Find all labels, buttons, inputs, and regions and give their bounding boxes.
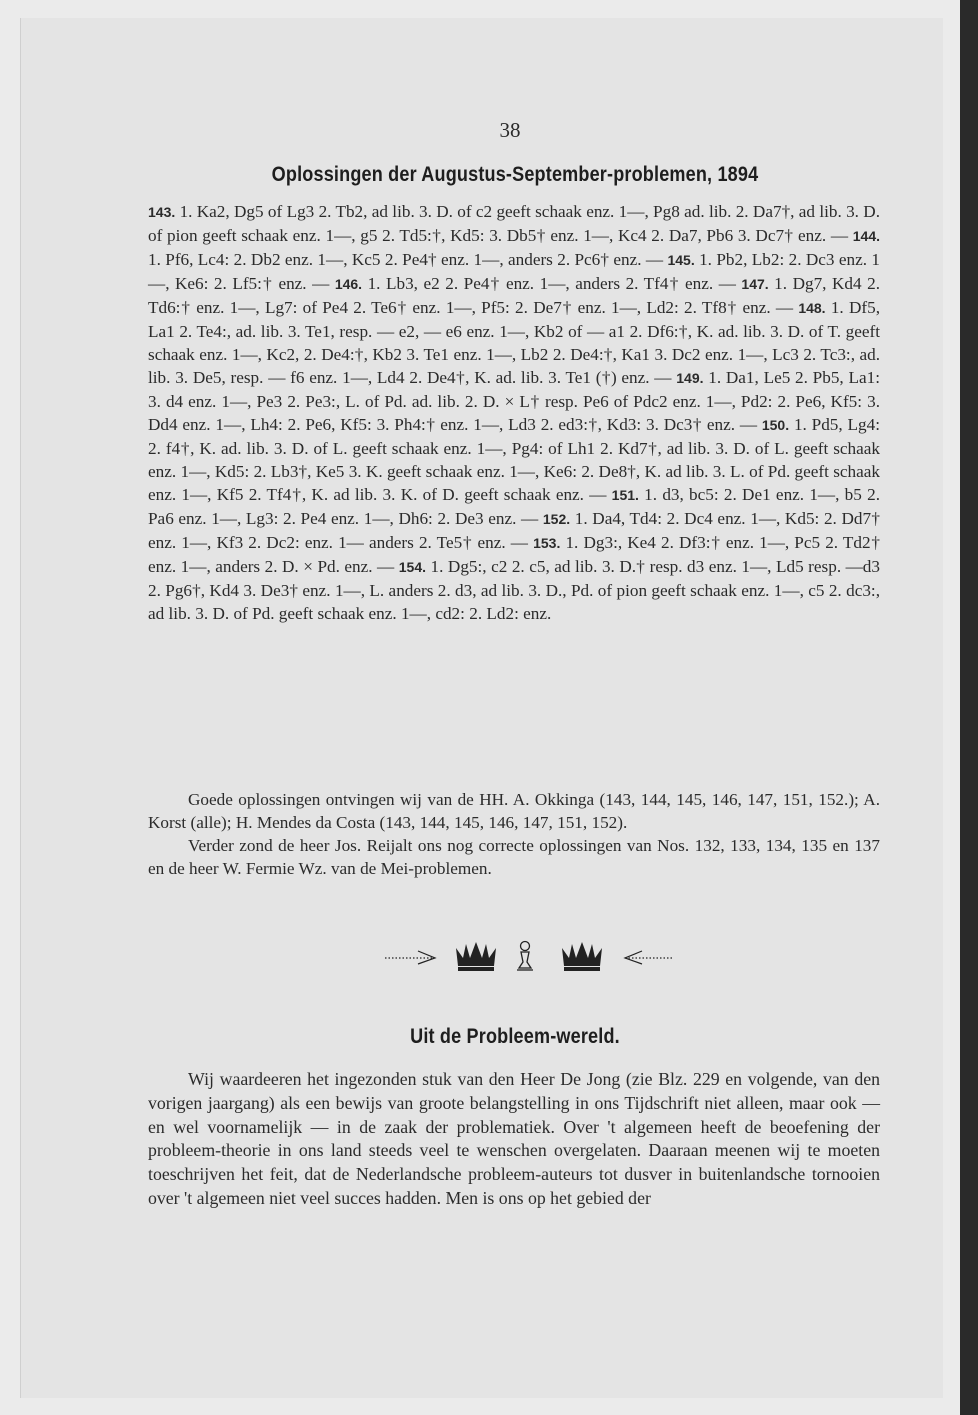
solution-text: 1. Pf6, Lc4: 2. Db2 enz. 1—, Kc5 2. Pe4† enz. 1—, anders 2. Pc6† enz. — xyxy=(148,250,668,269)
solution-number: 150. xyxy=(761,417,790,433)
solution-number: 152. xyxy=(542,511,571,527)
solution-text: 1. Pd5, Lg4: 2. f4†, K. ad. lib. 3. D. of L. geeft schaak enz. 1—, Pg4: of Lh1 2. Kd7†, ad lib. 3. D. of L. geeft schaak enz. 1—, Kd5: 2. Lb3†, Ke5 3. K. geeft schaak enz. 1—, Ke6: 2. De8†, K. ad lib. 3. L. of Pd. geeft schaak enz. 1—, Kf5 2. Tf4†, K. ad lib. 3. K. of D. geeft schaak enz. — xyxy=(148,415,880,504)
essay-text: Wij waardeeren het ingezonden stuk van den Heer De Jong (zie Blz. 229 en volgende, van den vorigen jaargang) als een bewijs van groote belangstelling in ons Tijdschrift niet alleen, maar ook — en wel voornamelijk — in de zaak der problematiek. Over 't algemeen heeft de beoefening der probleem-theorie in ons land steeds veel te wenschen overgelaten. Daaraan meenen wij te moeten toeschrijven het feit, dat de Nederlandsche probleem-auteurs tot dusver in buitenlandsche tornooien over 't algemeen niet veel succes hadden. Men is ons op het gebied der xyxy=(148,1069,880,1208)
solution-number: 146. xyxy=(334,276,363,292)
solution-text: 1. Lb3, e2 2. Pe4† enz. 1—, anders 2. Tf4† enz. — xyxy=(362,274,742,293)
page-number: 38 xyxy=(499,118,521,142)
solution-number: 144. xyxy=(852,228,880,244)
decorative-ornament xyxy=(380,936,680,976)
solution-text: 1. Dg5:, c2 2. c5, ad lib. 3. D.† resp. d3 enz. 1—, Ld5 resp. —d3 2. Pg6†, Kd4 3. De3† enz. 1—, L. anders 2. d3, ad lib. 3. D., Pd. of pion geeft schaak enz. 1—, c5 2. dc3:, ad lib. 3. D. of Pd. geeft schaak enz. 1—, cd2: 2. Ld2: enz. xyxy=(148,557,880,623)
solution-number: 149. xyxy=(676,370,704,386)
queen-crown-icon xyxy=(456,942,496,971)
solution-number: 151. xyxy=(611,487,639,503)
solution-text: 1. Df5, La1 2. Te4:, ad. lib. 3. Te1, resp. — e2, — e6 enz. 1—, Kb2 of — a1 2. Df6:†, K. ad. lib. 3. D. of T. geeft schaak enz. 1—, Kc2, 2. De4:†, Kb2 3. Te1 enz. 1—, Lb2 2. De4:†, Ka1 3. Dc2 enz. 1—, Lc3 2. Tc3:, ad. lib. 3. De5, resp. — f6 enz. 1—, Ld4 2. De4†, K. ad. lib. 3. Te1 (†) enz. — xyxy=(148,298,881,387)
acknowledgement-2: Verder zond de heer Jos. Reijalt ons nog correcte oplossingen van Nos. 132, 133, 134, 135 en 137 en de heer W. Fermie Wz. van de Mei-problemen. xyxy=(148,836,880,878)
solution-text: 1. Pb2, Lb2: 2. Dc3 enz. 1—, Ke6: 2. Lf5:† enz. — xyxy=(148,250,880,293)
solution-text: 1. Da4, Td4: 2. Dc4 enz. 1—, Kd5: 2. Dd7† enz. 1—, Kf3 2. Dc2: enz. 1— anders 2. Te5† enz. — xyxy=(148,509,881,552)
solutions-paragraph xyxy=(148,200,880,625)
solution-text: 1. Da1, Le5 2. Pb5, La1: 3. d4 enz. 1—, Pe3 2. Pe3:, L. of Pd. ad. lib. 2. D. × L† resp. Pe6 of Pdc2 enz. 1—, Pd2: 2. Pe6, Kf5: 3. Dd4 enz. 1—, Lh4: 2. Pe6, Kf5: 3. Ph4:† enz. 1—, Ld3 2. ed3:†, Kd3: 3. Dc3† enz. — xyxy=(148,368,880,434)
solution-text: 1. Ka2, Dg5 of Lg3 2. Tb2, ad lib. 3. D. of c2 geeft schaak enz. 1—, Pg8 ad. lib. 2. Da7†, ad lib. 3. D. of pion geeft schaak enz. 1—, g5 2. Td5:†, Kd5: 3. Db5† enz. 1—, Kc4 2. Da7, Pb6 3. Dc7† enz. — xyxy=(148,202,880,245)
solution-number: 154. xyxy=(398,559,427,575)
solution-number: 148. xyxy=(798,300,826,316)
acknowledgements xyxy=(148,788,880,880)
section-title-solutions: Oplossingen der Augustus-September-problemen, 1894 xyxy=(271,163,759,186)
solution-number: 147. xyxy=(741,276,769,292)
solution-number: 153. xyxy=(533,535,561,551)
solution-number: 145. xyxy=(667,252,695,268)
solution-text: 1. Dg7, Kd4 2. Td6:† enz. 1—, Lg7: of Pe4 2. Te6† enz. 1—, Pf5: 2. De7† enz. 1—, Ld2: 2. Tf8† enz. — xyxy=(148,274,880,317)
solution-number: 143. xyxy=(148,204,176,220)
pawn-icon xyxy=(517,942,533,971)
section-title-problem-world: Uit de Probleem-wereld. xyxy=(410,1025,620,1048)
solution-text: 1. d3, bc5: 2. De1 enz. 1—, b5 2. Pa6 enz. 1—, Lg3: 2. Pe4 enz. 1—, Dh6: 2. De3 enz. — xyxy=(148,485,880,528)
acknowledgement-1: Goede oplossingen ontvingen wij van de HH. A. Okkinga (143, 144, 145, 146, 147, 151, 152.); A. Korst (alle); H. Mendes da Costa (143, 144, 145, 146, 147, 151, 152). xyxy=(148,790,880,832)
book-edge xyxy=(960,0,978,1415)
solution-text: 1. Dg3:, Ke4 2. Df3:† enz. 1—, Pc5 2. Td2† enz. 1—, anders 2. D. × Pd. enz. — xyxy=(148,533,880,576)
arrow-left-icon xyxy=(625,951,672,964)
essay-paragraph xyxy=(148,1068,880,1211)
queen-crown-icon xyxy=(562,942,602,971)
arrow-right-icon xyxy=(385,951,435,964)
